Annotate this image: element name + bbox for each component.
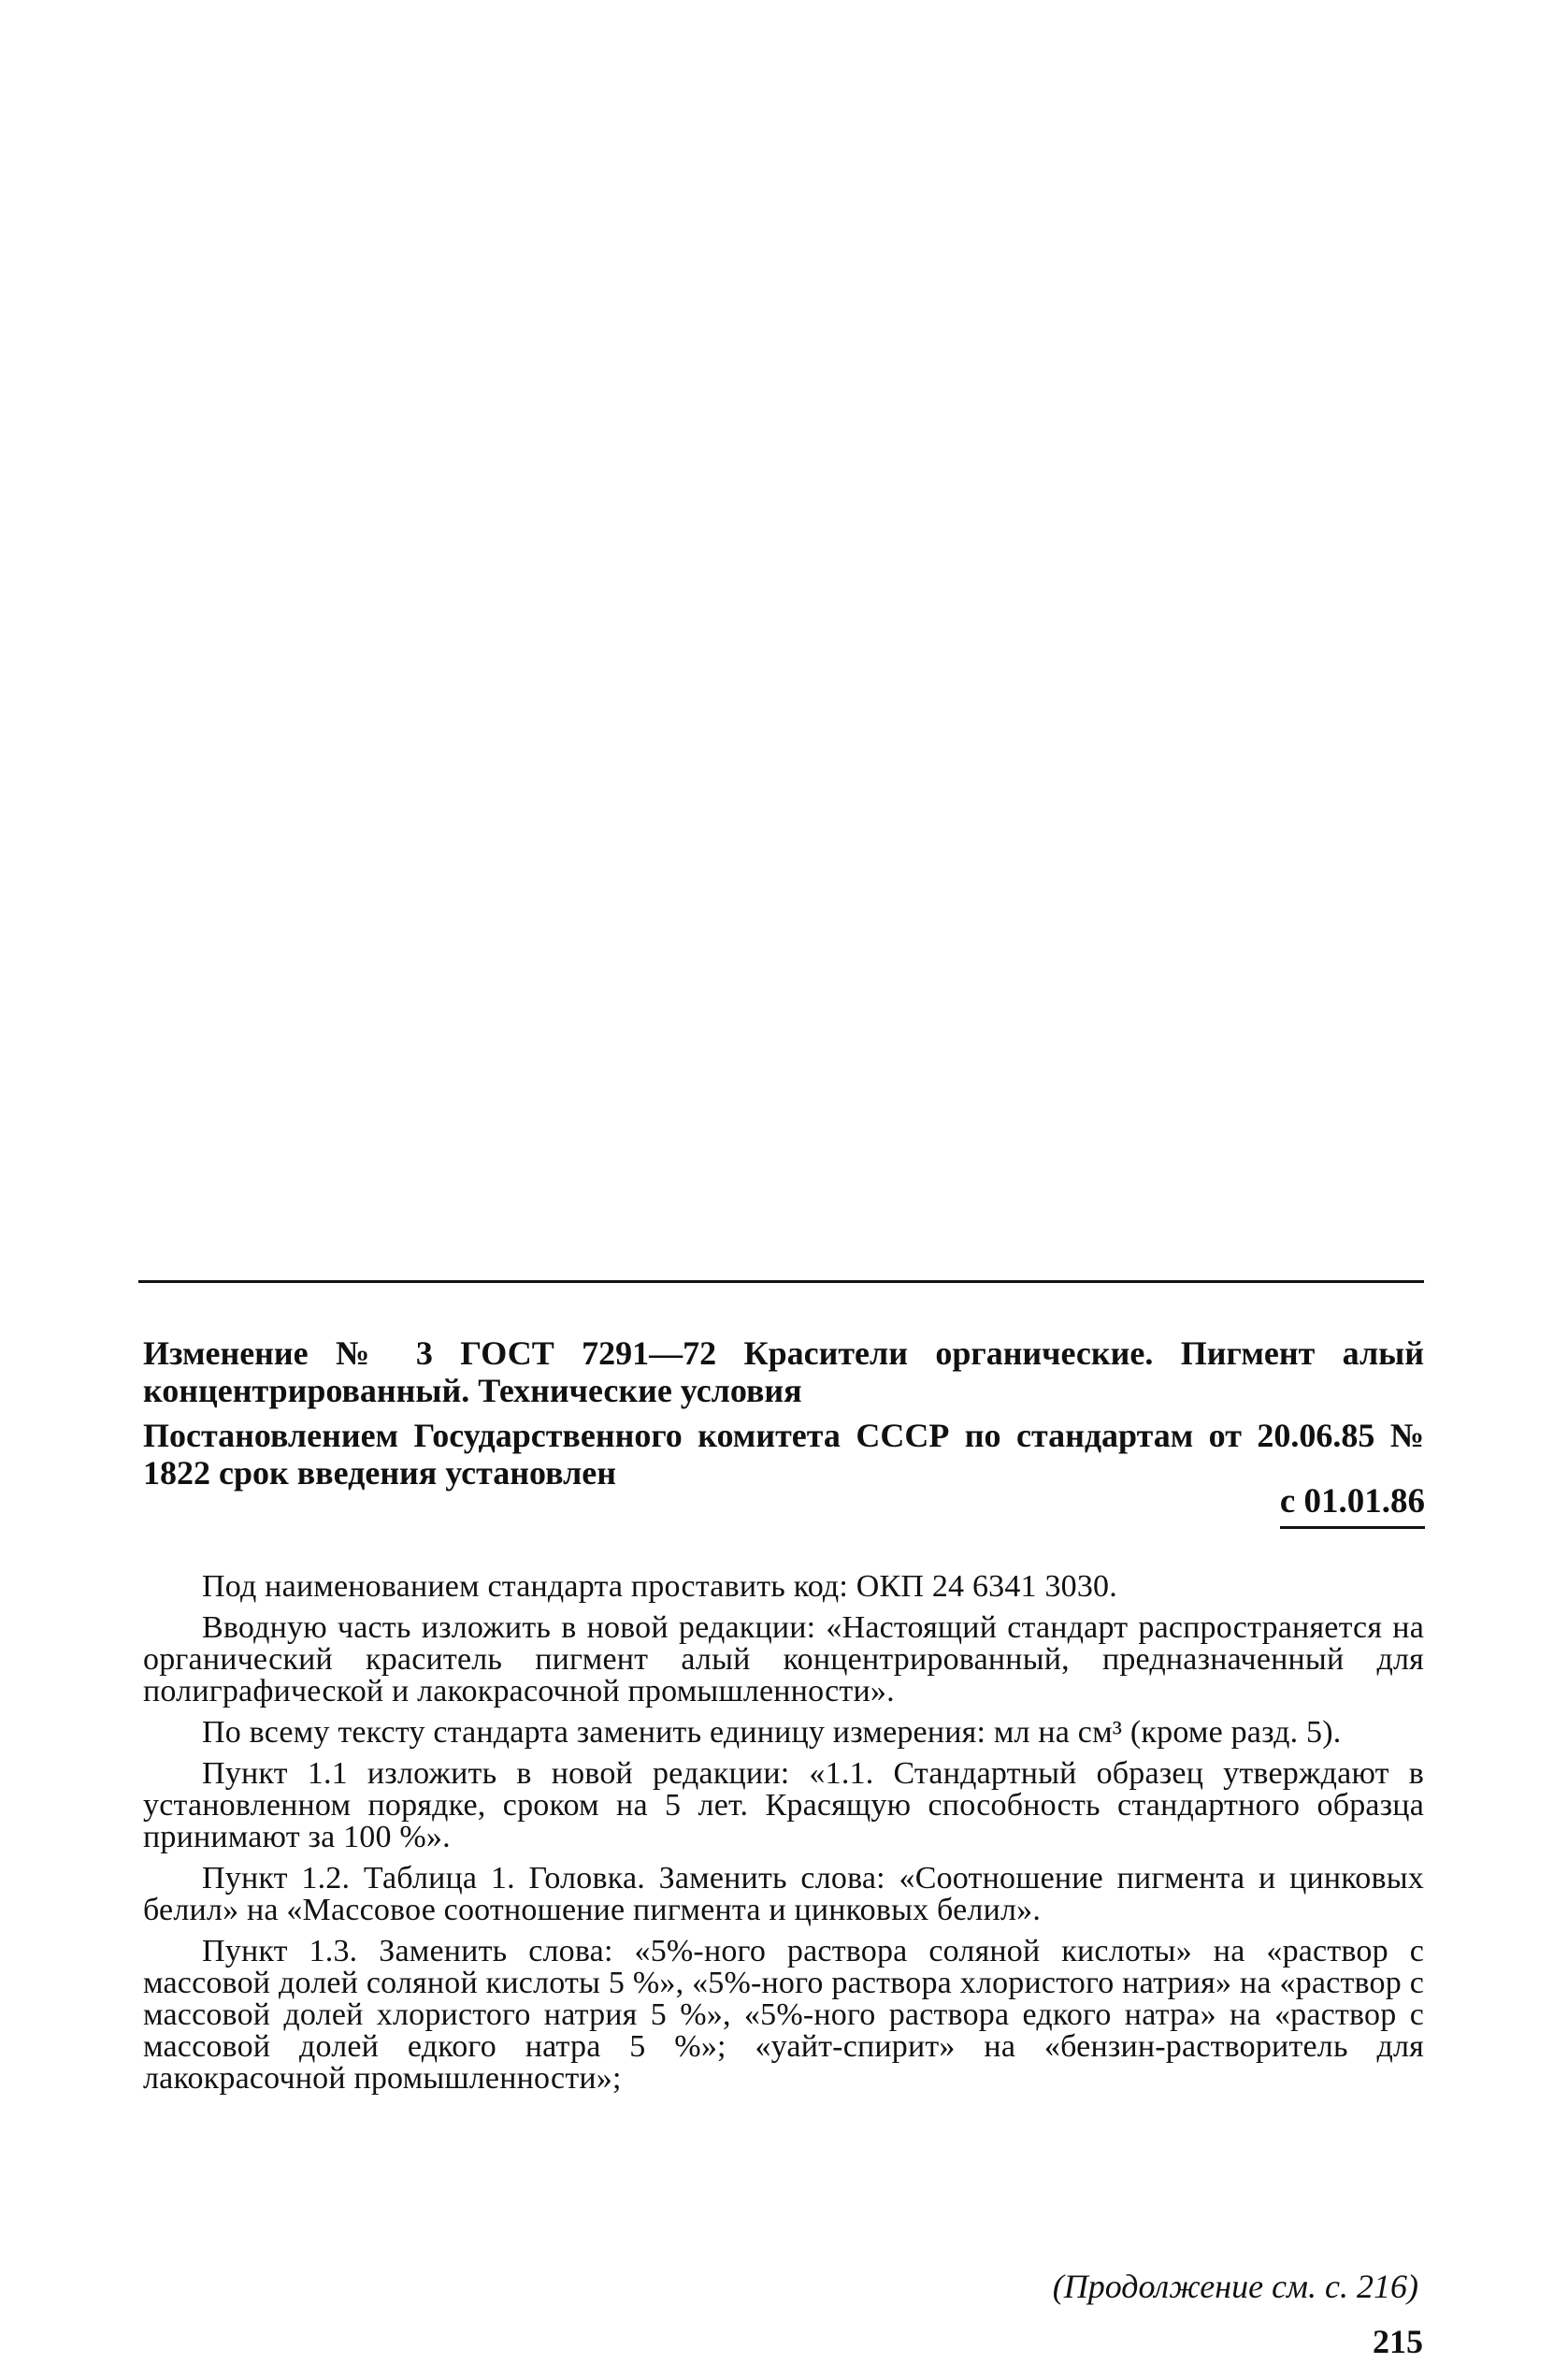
page-number: 215 bbox=[1373, 2323, 1423, 2360]
paragraph: Пункт 1.3. Заменить слова: «5%-ного раствора соляной кислоты» на «раствор с массовой долей соляной кислоты 5 %», «5%-ного раствора хлористого натрия» на «раствор с массовой долей хлористого натрия 5 %», «5%-ного раствора едкого натра» на «раствор с массовой долей едкого натра 5 %»; «уайт-спирит» на «бензин-растворитель для лакокрасочной промышленности»; bbox=[143, 1934, 1424, 2096]
continuation-note: (Продолжение см. с. 216) bbox=[1052, 2268, 1418, 2305]
paragraph: Пункт 1.1 изложить в новой редакции: «1.1. Стандартный образец утверждают в установленном порядке, сроком на 5 лет. Красящую способность стандартного образца принимают за 100 %». bbox=[143, 1756, 1424, 1854]
paragraph: Пункт 1.2. Таблица 1. Головка. Заменить слова: «Соотношение пигмента и цинковых белил» на «Массовое соотношение пигмента и цинковых белил». bbox=[143, 1861, 1424, 1927]
paragraph: Вводную часть изложить в новой редакции: «Настоящий стандарт распространяется на органический краситель пигмент алый концентрированный, предназначенный для полиграфической и лакокрасочной промышленности». bbox=[143, 1610, 1424, 1708]
amendment-title: Изменение № 3 ГОСТ 7291—72 Красители органические. Пигмент алый концентрированный. Технические условия bbox=[143, 1334, 1424, 1409]
decree-text: Постановлением Государственного комитета СССР по стандартам от 20.06.85 № 1822 срок введения установлен bbox=[143, 1417, 1424, 1492]
document-body bbox=[143, 1571, 1424, 2104]
separator-rule bbox=[138, 1280, 1424, 1283]
effective-date: с 01.01.86 bbox=[1280, 1483, 1425, 1529]
paragraph: Под наименованием стандарта проставить код: ОКП 24 6341 3030. bbox=[202, 1569, 1117, 1604]
paragraph: По всему тексту стандарта заменить единицу измерения: мл на см³ (кроме разд. 5). bbox=[202, 1715, 1342, 1750]
